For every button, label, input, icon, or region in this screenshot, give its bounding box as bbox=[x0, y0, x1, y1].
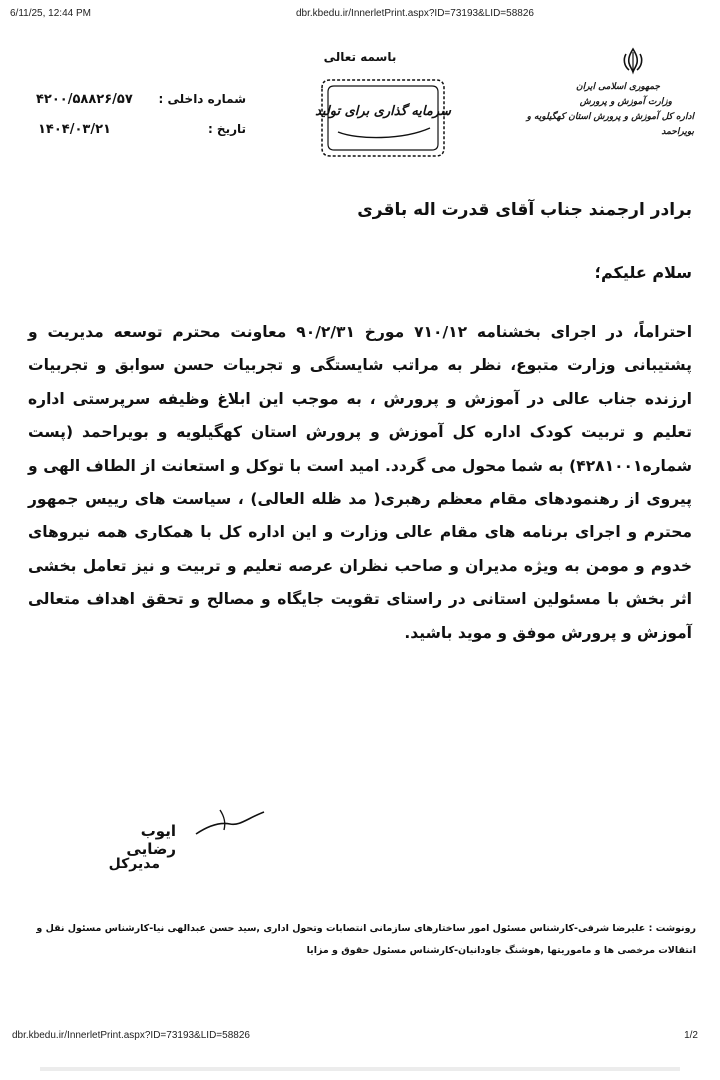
print-url: dbr.kbedu.ir/InnerletPrint.aspx?ID=73193&LID=58826 bbox=[296, 8, 534, 19]
basmeh-title: باسمه تعالی bbox=[323, 50, 397, 64]
slogan-seal bbox=[308, 70, 458, 166]
signer-name: ایوب رضایی bbox=[126, 822, 176, 858]
seal-slogan: سرمایه گذاری برای تولید bbox=[315, 104, 451, 119]
ministry-line: وزارت آموزش و پرورش bbox=[579, 97, 672, 107]
print-header bbox=[0, 8, 720, 24]
ministry-block bbox=[514, 80, 694, 140]
page-number: 1/2 bbox=[684, 1030, 698, 1041]
reference-date-value: ۱۴۰۴/۰۳/۲۱ bbox=[38, 122, 111, 137]
letterhead bbox=[0, 40, 720, 160]
signature-block bbox=[90, 800, 270, 890]
letter-body: احتراماً، در اجرای بخشنامه ۷۱۰/۱۲ مورخ ۹۰/۲/۳۱ معاونت محترم توسعه مدیریت و پشتیبانی وزارت متبوع، نظر به مراتب شایستگی و تجربیات حسن سوابق و تجربیات ارزنده جناب عالی در آموزش و پرورش ، به موجب این ابلاغ وظیفه سرپرستی اداره تعلیم و تربیت کودک اداره کل آموزش و پرورش استان کهگیلویه و بویراحمد (پست شماره۴۲۸۱۰۰۱) به شما محول می گردد. امید است با توکل و استعانت از الطاف الهی و پیروی از رهنمودهای مقام معظم رهبری( مد ظله العالی) ، سیاست های رییس جمهور محترم و اجرای برنامه های مقام عالی وزارت و این اداره کل با همکاری همه نیروهای خدوم و مومن به ویژه مدیران و صاحب نظران عرصه تعلیم و تربیت و نیز تعامل بخشی اثر بخش با مسئولین استانی در راستای تقویت جایگاه و مصالح و تحقق اهداف متعالی آموزش و پرورش موفق و موید باشید. bbox=[28, 323, 693, 642]
addressee: برادر ارجمند جناب آقای قدرت اله باقری bbox=[357, 200, 692, 220]
reference-number-row bbox=[36, 92, 246, 122]
footer-url: dbr.kbedu.ir/InnerletPrint.aspx?ID=73193&LID=58826 bbox=[12, 1030, 250, 1041]
signature-stroke-icon bbox=[190, 804, 270, 844]
reference-number-value: ۴۲۰۰/۵۸۸۲۶/۵۷ bbox=[36, 92, 133, 107]
ministry-line: اداره کل آموزش و پرورش استان کهگیلویه و بویراحمد bbox=[526, 112, 694, 137]
ministry-line: جمهوری اسلامی ایران bbox=[575, 82, 660, 92]
reference-block bbox=[36, 92, 246, 152]
print-datetime: 6/11/25, 12:44 PM bbox=[10, 8, 91, 19]
reference-date-label: تاریخ : bbox=[207, 122, 246, 136]
reference-date-row bbox=[36, 122, 246, 152]
print-footer bbox=[0, 1030, 720, 1046]
reference-number-label: شماره داخلی : bbox=[158, 92, 246, 106]
greeting: سلام علیکم؛ bbox=[594, 263, 692, 282]
carbon-copy: رونوشت : علیرضا شرفی-کارشناس مسئول امور ساختارهای سازمانی انتصابات وتحول اداری ,سید حسن عبدالهی نیا-کارشناس مسئول نقل و انتقالات مرخصی ها و ماموریتها ,هوشنگ جاودانیان-کارشناس مسئول حقوق و مزایا bbox=[36, 923, 696, 956]
scan-edge-shadow bbox=[40, 1064, 680, 1074]
signer-title: مدیرکل bbox=[108, 856, 160, 872]
